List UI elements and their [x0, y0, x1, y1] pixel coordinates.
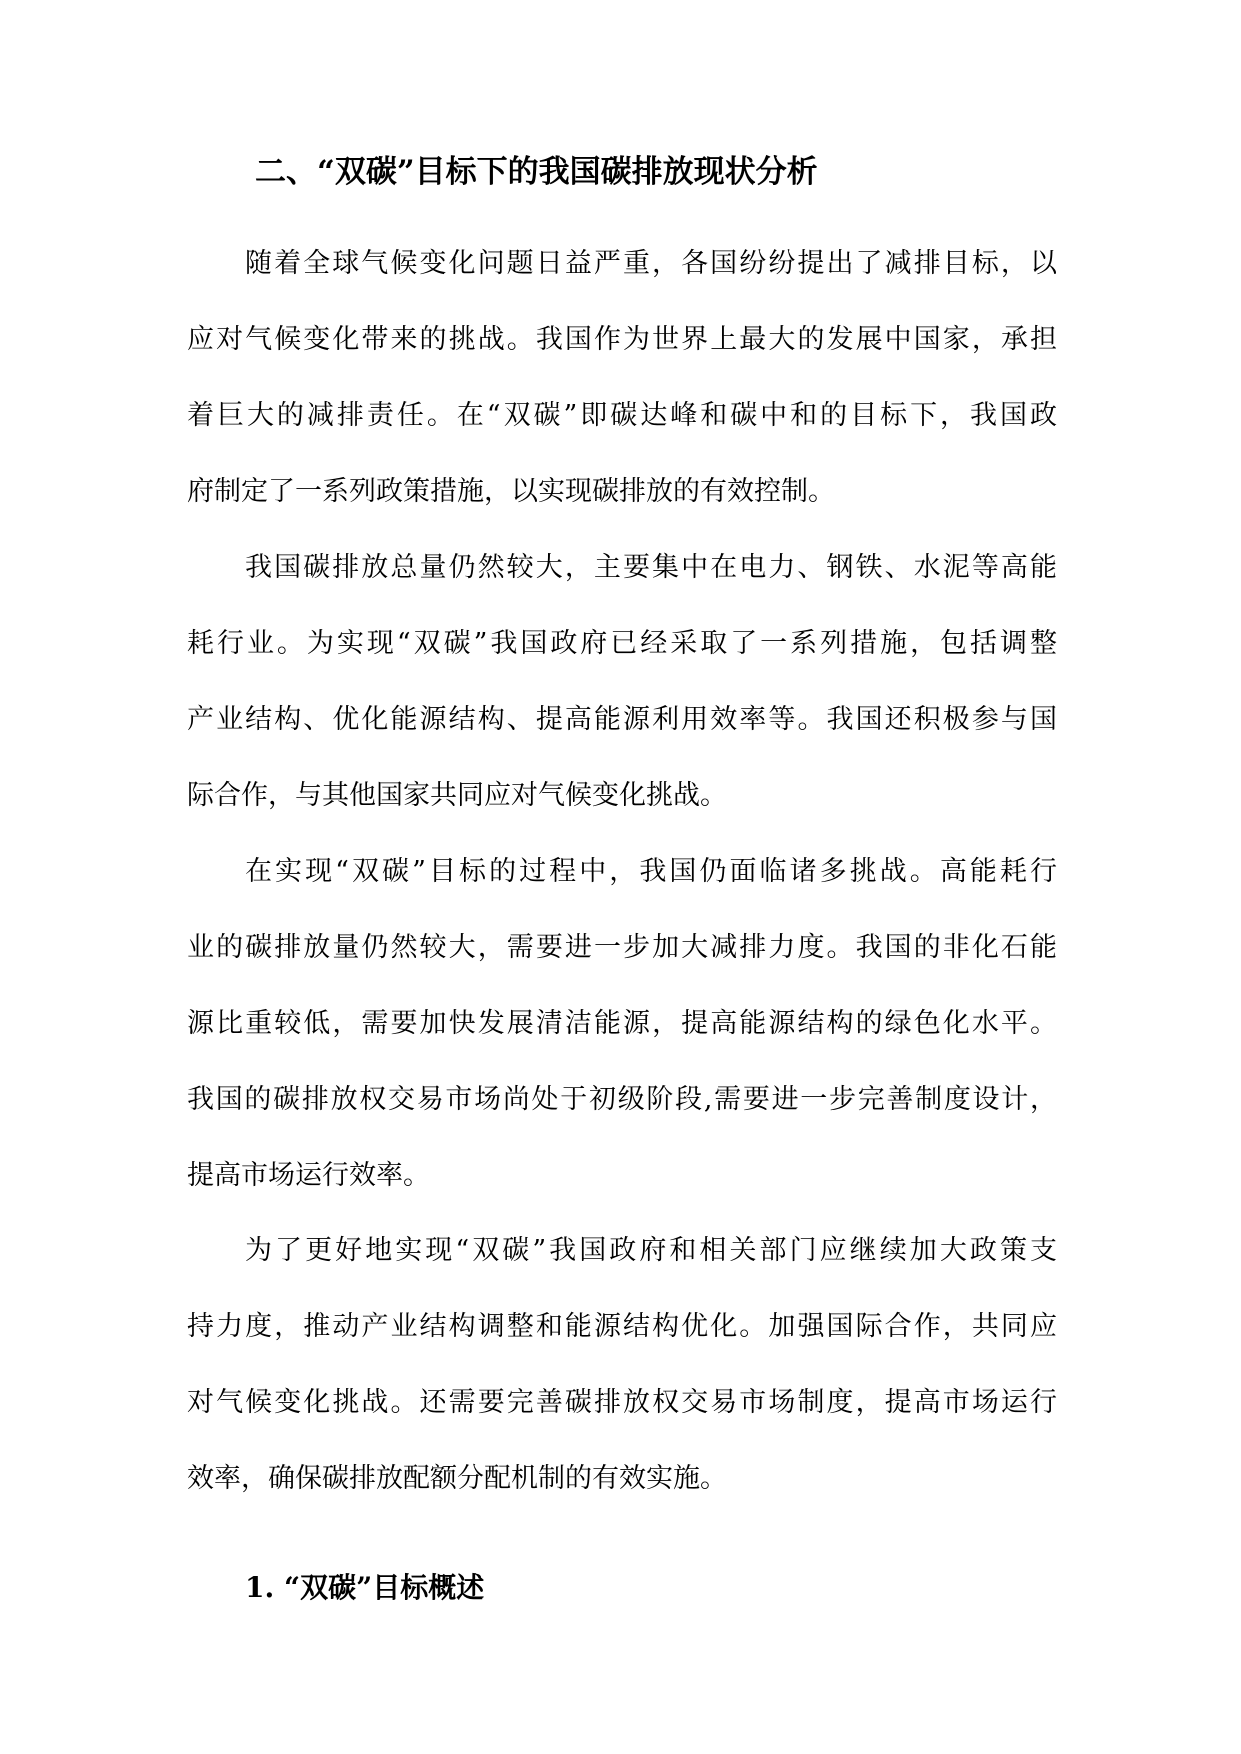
paragraph [187, 834, 1057, 1214]
paragraph-line: 际合作，与其他国家共同应对气候变化挑战。 [187, 780, 727, 811]
paragraph-line: 府制定了一系列政策措施，以实现碳排放的有效控制。 [187, 476, 835, 507]
paragraph-line: 效率，确保碳排放配额分配机制的有效实施。 [187, 1463, 727, 1494]
paragraph [187, 530, 1057, 834]
paragraph-line: 源比重较低，需要加快发展清洁能源，提高能源结构的绿色化水平。 [187, 1008, 1057, 1039]
sub-heading: 1. “双碳”目标概述 [245, 1571, 485, 1604]
section-title: 二、“双碳”目标下的我国碳排放现状分析 [255, 154, 818, 190]
paragraph-line: 随着全球气候变化问题日益严重，各国纷纷提出了减排目标，以 [245, 248, 1057, 279]
paragraph-line: 持力度，推动产业结构调整和能源结构优化。加强国际合作，共同应 [187, 1311, 1057, 1342]
paragraph [187, 226, 1057, 530]
paragraph-line: 我国的碳排放权交易市场尚处于初级阶段,需要进一步完善制度设计， [187, 1084, 1057, 1115]
paragraph-line: 着巨大的减排责任。在“双碳”即碳达峰和碳中和的目标下，我国政 [187, 400, 1057, 431]
paragraph-line: 产业结构、优化能源结构、提高能源利用效率等。我国还积极参与国 [187, 704, 1057, 735]
paragraph-line: 对气候变化挑战。还需要完善碳排放权交易市场制度，提高市场运行 [187, 1387, 1057, 1418]
paragraph-line: 提高市场运行效率。 [187, 1160, 430, 1191]
paragraph-line: 我国碳排放总量仍然较大，主要集中在电力、钢铁、水泥等高能 [245, 552, 1057, 583]
paragraph-line: 业的碳排放量仍然较大，需要进一步加大减排力度。我国的非化石能 [187, 932, 1057, 963]
paragraph-line: 耗行业。为实现“双碳”我国政府已经采取了一系列措施，包括调整 [187, 628, 1057, 659]
paragraph-line: 应对气候变化带来的挑战。我国作为世界上最大的发展中国家，承担 [187, 324, 1057, 355]
paragraph [187, 1213, 1057, 1517]
paragraph-line: 在实现“双碳”目标的过程中，我国仍面临诸多挑战。高能耗行 [245, 856, 1057, 887]
paragraph-line: 为了更好地实现“双碳”我国政府和相关部门应继续加大政策支 [245, 1235, 1057, 1266]
